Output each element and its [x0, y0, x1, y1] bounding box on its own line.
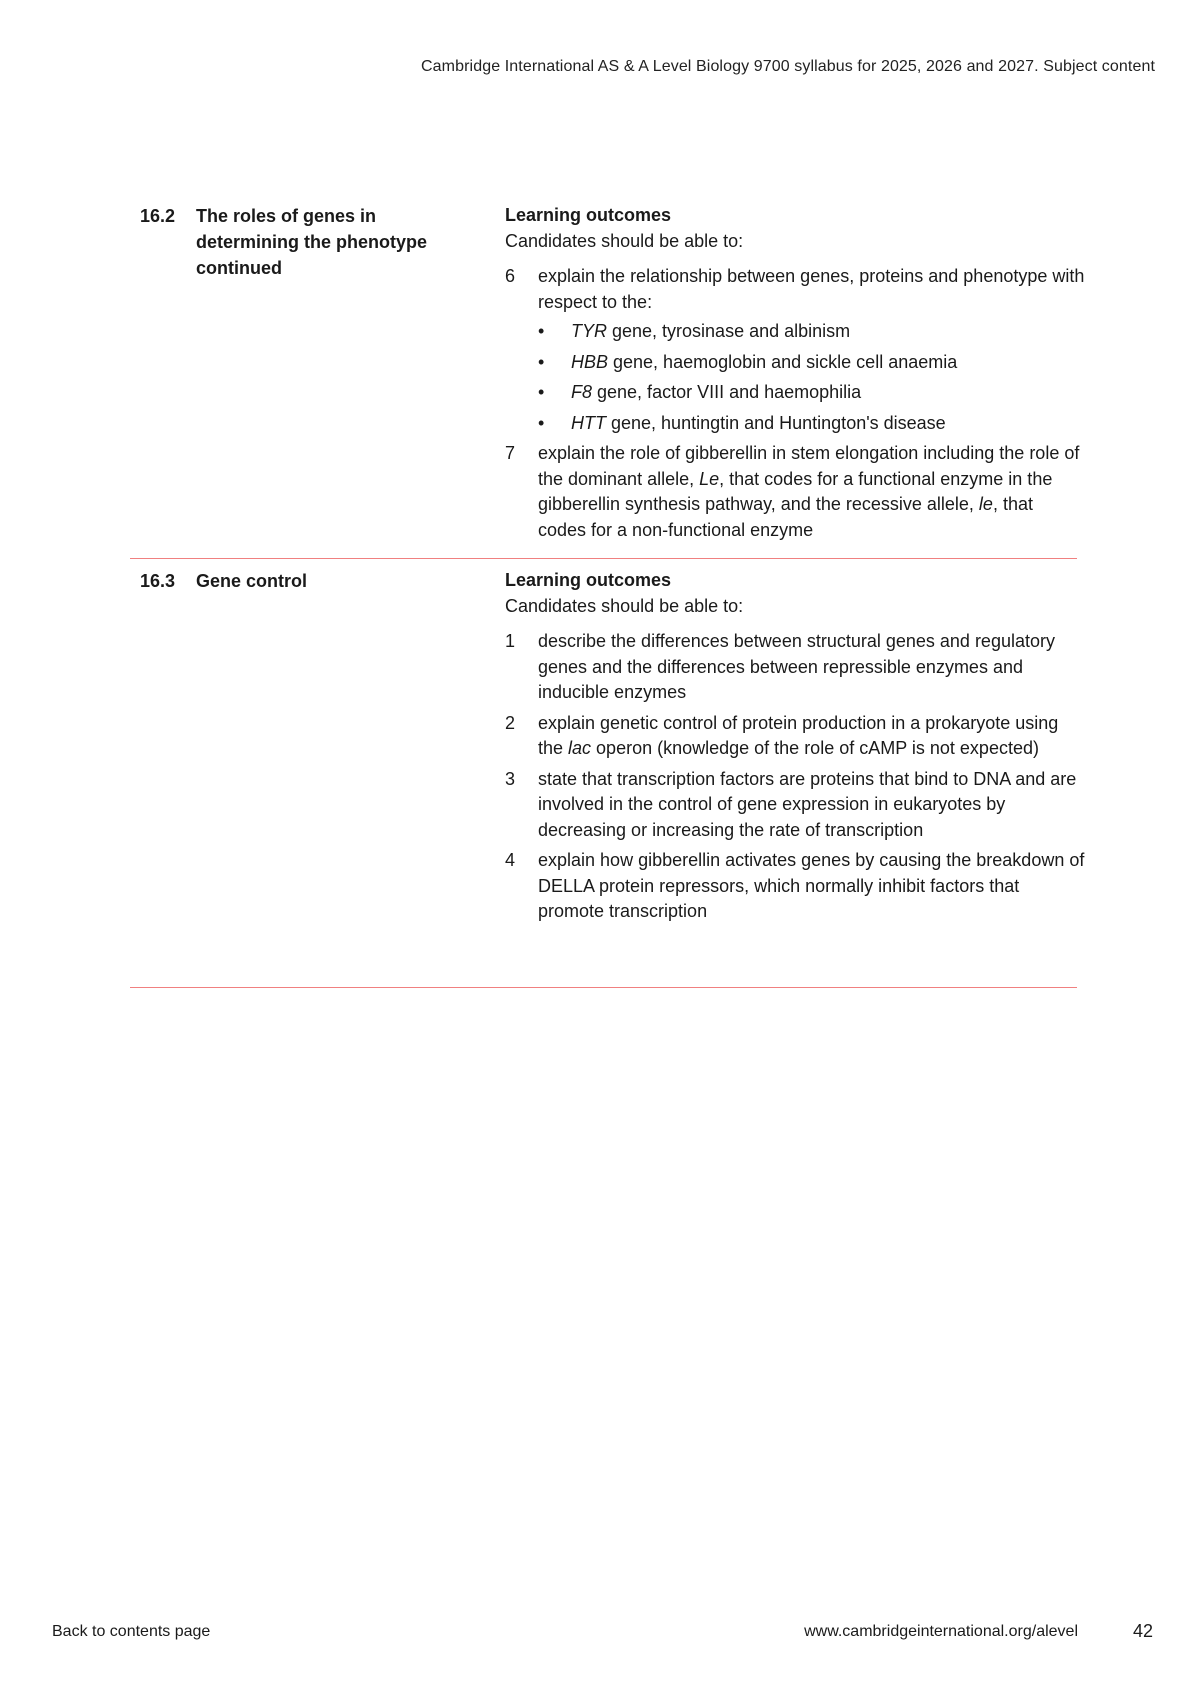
list-item [505, 767, 1085, 844]
list-item [505, 711, 1085, 762]
allele-name: Le [699, 468, 720, 489]
bullet-text: gene, huntingtin and Huntington's disease [606, 412, 946, 433]
page-number: 42 [1132, 1621, 1153, 1641]
section-divider [130, 558, 1077, 559]
item-text: , that codes for a non-functional enzyme [538, 494, 1033, 540]
gene-name: HTT [571, 412, 606, 433]
bullet-icon: • [538, 321, 545, 341]
item-text: explain genetic control of protein production in a prokaryote using the [538, 712, 1059, 758]
list-item [505, 848, 1085, 925]
bullet-text: gene, haemoglobin and sickle cell anaemia [608, 351, 958, 372]
item-text: operon (knowledge of the role of cAMP is not expected) [591, 738, 1039, 758]
gene-name: HBB [571, 351, 609, 372]
page-header-title: Cambridge International AS & A Level Biology 9700 syllabus for 2025, 2026 and 2027. Subject content [421, 58, 1155, 75]
section-16-3 [130, 568, 1085, 978]
website-link[interactable]: www.cambridgeinternational.org/alevel [804, 1623, 1078, 1640]
item-number: 2 [505, 712, 516, 733]
back-to-contents-link[interactable]: Back to contents page [52, 1623, 211, 1640]
item-number: 7 [505, 443, 516, 463]
section-divider [130, 987, 1077, 988]
item-text: , that codes for a functional enzyme in the gibberellin synthesis pathway, and the recessive allele, [538, 468, 1053, 514]
learning-outcomes-heading: Learning outcomes [505, 205, 672, 225]
item-number: 3 [505, 768, 516, 789]
section-title: Gene control [196, 571, 308, 591]
bullet-item [538, 319, 1085, 345]
item-text: state that transcription factors are proteins that bind to DNA and are involved in the control of gene expression in eukaryotes by decreasing or increasing the rate of transcription [538, 768, 1077, 840]
item-text: explain the relationship between genes, proteins and phenotype with respect to the: [538, 266, 1085, 312]
item-number: 1 [505, 631, 516, 651]
item-number: 6 [505, 266, 516, 286]
bullet-icon: • [538, 351, 545, 372]
item-text: explain how gibberellin activates genes by causing the breakdown of DELLA protein repressors, which normally inhibit factors that promote transcription [538, 850, 1085, 921]
bullet-item [538, 380, 1085, 406]
item-text: explain the role of gibberellin in stem elongation including the role of the dominant allele, [538, 443, 1080, 489]
learning-outcomes-heading: Learning outcomes [505, 570, 672, 590]
bullet-list [538, 319, 1085, 436]
item-number: 4 [505, 850, 516, 870]
bullet-item [538, 350, 1085, 376]
section-title: The roles of genes in determining the phenotype continued [196, 206, 428, 278]
bullet-item [538, 411, 1085, 437]
gene-name: F8 [571, 382, 593, 402]
bullet-text: gene, tyrosinase and albinism [607, 321, 851, 341]
section-16-2 [130, 203, 1085, 540]
operon-name: lac [568, 738, 592, 758]
learning-outcomes [505, 203, 1085, 548]
allele-name: le [978, 494, 993, 514]
gene-name: TYR [571, 321, 607, 341]
bullet-text: gene, factor VIII and haemophilia [592, 382, 862, 402]
item-text: describe the differences between structural genes and regulatory genes and the differences between repressible enzymes and inducible enzymes [538, 631, 1055, 702]
list-item [505, 441, 1085, 543]
bullet-icon: • [538, 412, 545, 433]
list-item [505, 629, 1085, 706]
learning-outcomes-intro: Candidates should be able to: [505, 230, 744, 251]
learning-outcomes [505, 568, 1085, 930]
bullet-icon: • [538, 382, 545, 402]
section-number: 16.3 [140, 571, 176, 591]
list-item [505, 264, 1085, 436]
section-number: 16.2 [140, 206, 176, 226]
learning-outcomes-intro: Candidates should be able to: [505, 595, 744, 616]
